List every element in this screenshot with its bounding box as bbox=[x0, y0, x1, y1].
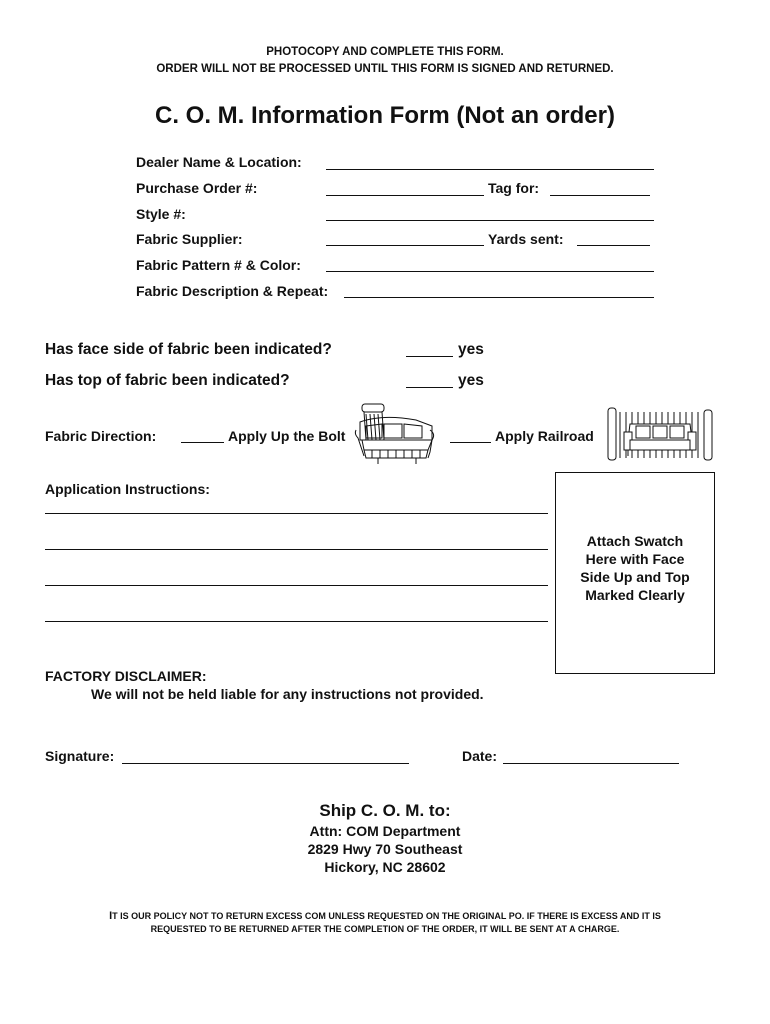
date-label: Date: bbox=[462, 748, 498, 764]
disclaimer-heading: FACTORY DISCLAIMER: bbox=[45, 668, 207, 684]
direction-label: Fabric Direction: bbox=[45, 428, 157, 444]
disclaimer-text: We will not be held liable for any instructions not provided. bbox=[91, 686, 484, 702]
po-field[interactable] bbox=[326, 195, 484, 196]
signature-label: Signature: bbox=[45, 748, 115, 764]
face-side-answer[interactable] bbox=[406, 356, 453, 357]
notice-line-1: PHOTOCOPY AND COMPLETE THIS FORM. bbox=[266, 46, 504, 58]
sofa-up-the-bolt-icon bbox=[352, 400, 438, 466]
application-line-4[interactable] bbox=[45, 621, 548, 622]
dealer-label: Dealer Name & Location: bbox=[136, 154, 302, 170]
face-side-question: Has face side of fabric been indicated? bbox=[45, 341, 332, 358]
ship-title: Ship C. O. M. to: bbox=[319, 801, 451, 820]
up-bolt-label: Apply Up the Bolt bbox=[228, 428, 346, 444]
up-bolt-answer[interactable] bbox=[181, 442, 224, 443]
description-field[interactable] bbox=[344, 297, 654, 298]
application-label: Application Instructions: bbox=[45, 481, 210, 497]
style-label: Style #: bbox=[136, 206, 186, 222]
policy-first-letter: I bbox=[109, 910, 113, 922]
face-side-yes: yes bbox=[458, 341, 484, 358]
ship-street: 2829 Hwy 70 Southeast bbox=[307, 841, 463, 857]
top-yes: yes bbox=[458, 372, 484, 389]
tag-label: Tag for: bbox=[488, 180, 540, 196]
signature-field[interactable] bbox=[122, 763, 409, 764]
dealer-field[interactable] bbox=[326, 169, 654, 170]
date-field[interactable] bbox=[503, 763, 679, 764]
notice-line-2: ORDER WILL NOT BE PROCESSED UNTIL THIS FORM IS SIGNED AND RETURNED. bbox=[156, 63, 614, 75]
tag-field[interactable] bbox=[550, 195, 650, 196]
pattern-label: Fabric Pattern # & Color: bbox=[136, 257, 301, 273]
ship-city: Hickory, NC 28602 bbox=[324, 859, 446, 875]
ship-attn: Attn: COM Department bbox=[309, 823, 461, 839]
railroad-answer[interactable] bbox=[450, 442, 491, 443]
supplier-field[interactable] bbox=[326, 245, 484, 246]
application-line-1[interactable] bbox=[45, 513, 548, 514]
application-line-2[interactable] bbox=[45, 549, 548, 550]
policy-note bbox=[40, 910, 730, 936]
yards-field[interactable] bbox=[577, 245, 650, 246]
swatch-instructions: Attach Swatch Here with Face Side Up and Top Marked Clearly bbox=[580, 533, 690, 603]
pattern-field[interactable] bbox=[326, 271, 654, 272]
description-label: Fabric Description & Repeat: bbox=[136, 283, 329, 299]
yards-label: Yards sent: bbox=[488, 231, 564, 247]
application-line-3[interactable] bbox=[45, 585, 548, 586]
po-label: Purchase Order #: bbox=[136, 180, 258, 196]
policy-line-2: REQUESTED TO BE RETURNED AFTER THE COMPLETION OF THE ORDER, IT WILL BE SENT AT A CHARGE. bbox=[150, 924, 620, 934]
top-answer[interactable] bbox=[406, 387, 453, 388]
sofa-railroad-icon bbox=[606, 406, 714, 464]
supplier-label: Fabric Supplier: bbox=[136, 231, 243, 247]
style-field[interactable] bbox=[326, 220, 654, 221]
policy-line-1: T IS OUR POLICY NOT TO RETURN EXCESS COM UNLESS REQUESTED ON THE ORIGINAL PO. IF THERE IS EXCESS AND IT IS bbox=[112, 911, 661, 921]
top-question: Has top of fabric been indicated? bbox=[45, 372, 290, 389]
form-title: C. O. M. Information Form (Not an order) bbox=[155, 102, 615, 129]
railroad-label: Apply Railroad bbox=[495, 428, 594, 444]
